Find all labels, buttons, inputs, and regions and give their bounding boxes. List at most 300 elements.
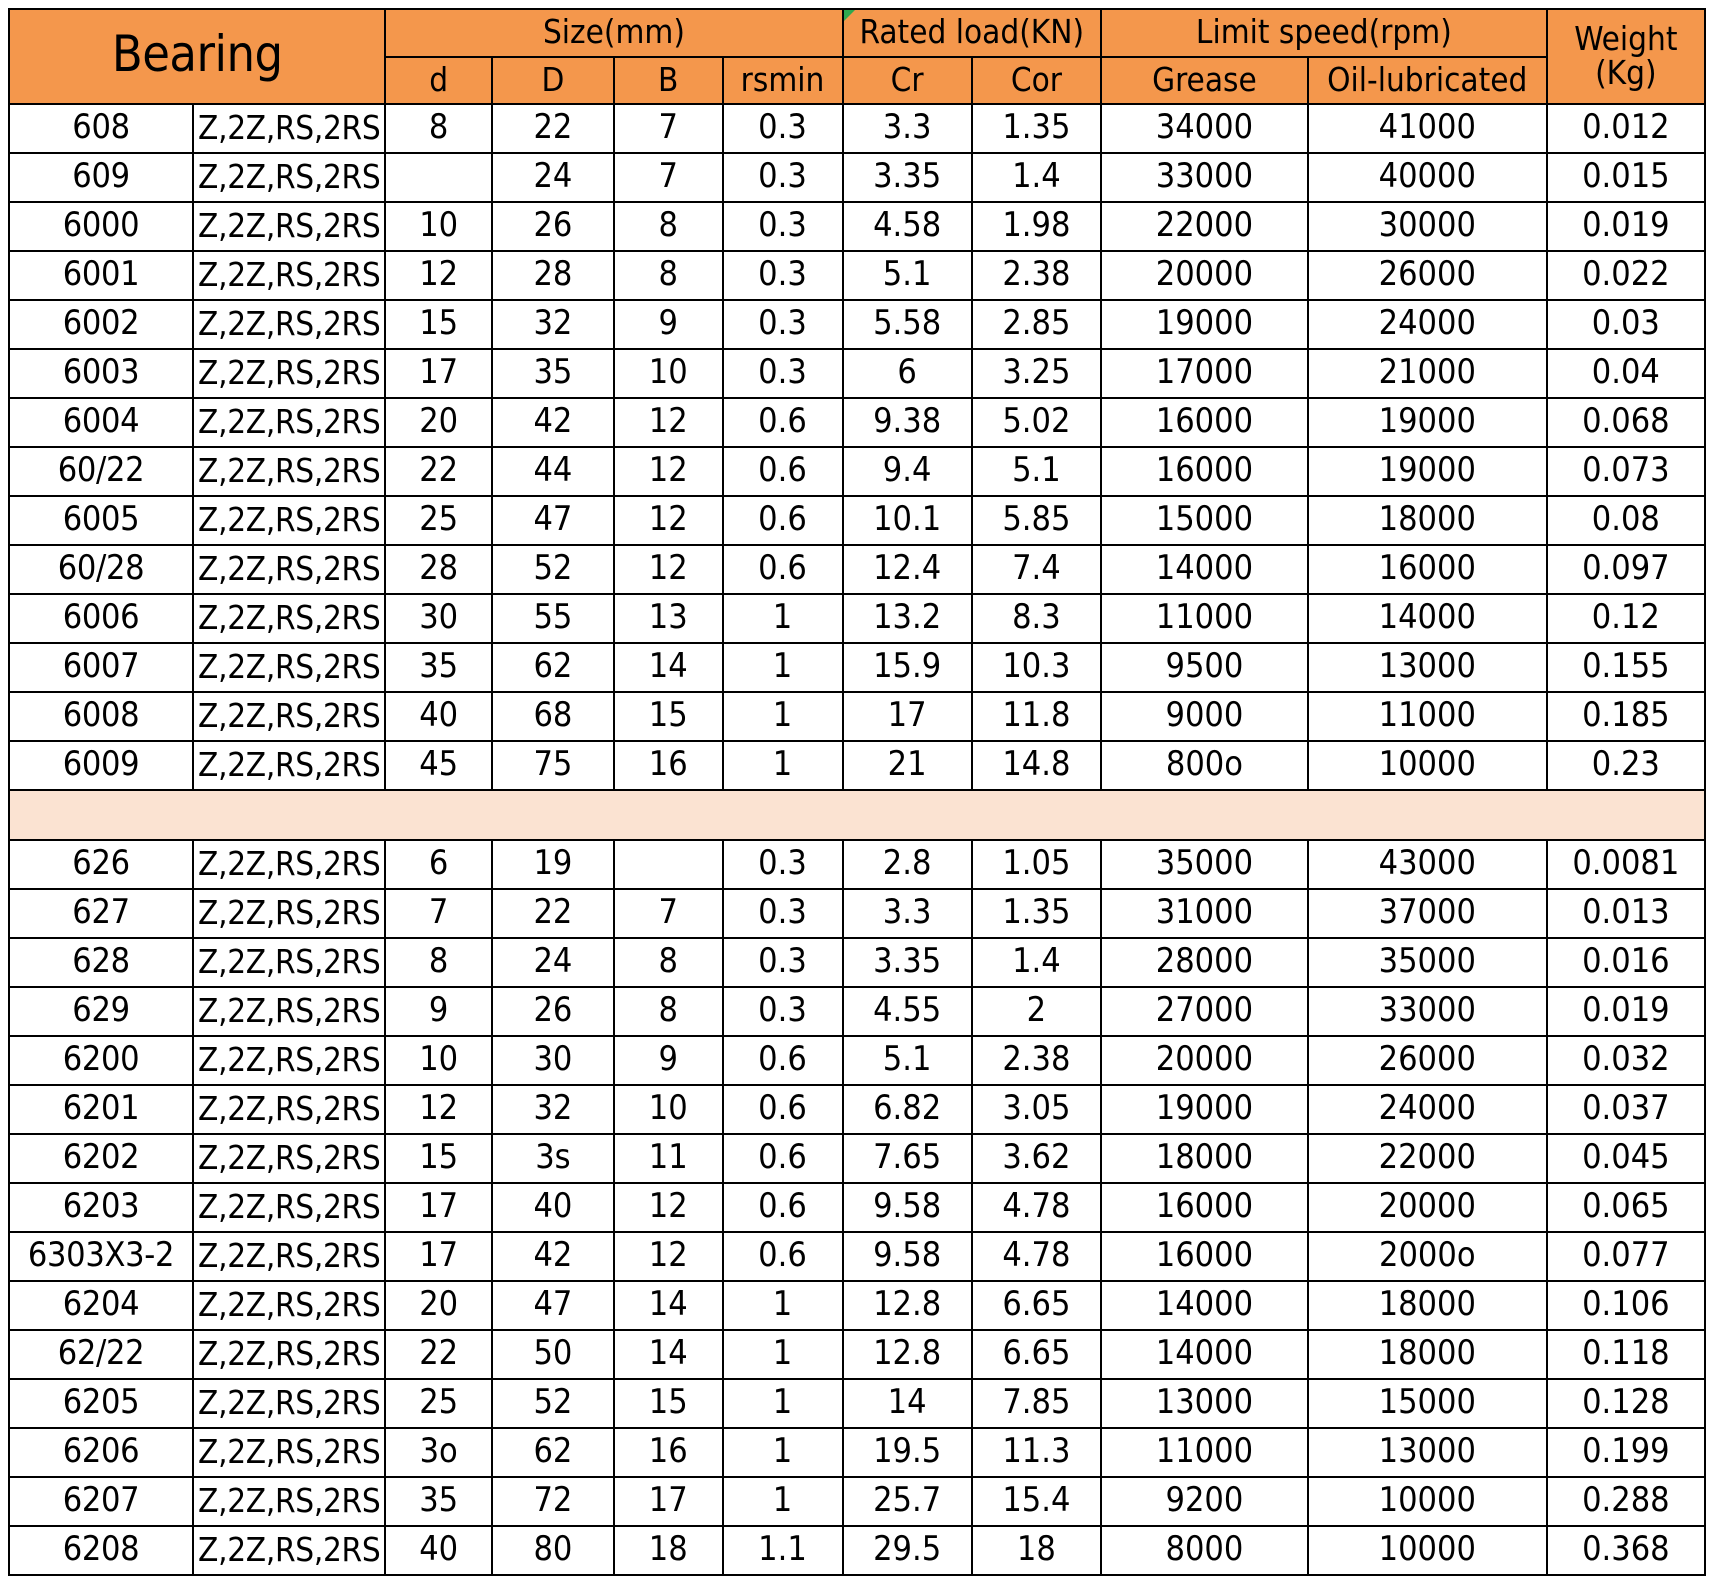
- cell-outer-diameter[interactable]: 47: [492, 1281, 614, 1330]
- cell-cr[interactable]: 12.8: [843, 1281, 972, 1330]
- cell-rsmin[interactable]: 1: [723, 1379, 843, 1428]
- cell-grease-speed[interactable]: 14000: [1101, 545, 1308, 594]
- cell-width[interactable]: 8: [614, 987, 723, 1036]
- cell-outer-diameter[interactable]: 72: [492, 1477, 614, 1526]
- cell-grease-speed[interactable]: 28000: [1101, 938, 1308, 987]
- cell-rsmin[interactable]: 1: [723, 1281, 843, 1330]
- cell-model[interactable]: 627: [9, 889, 193, 938]
- cell-oil-speed[interactable]: 10000: [1308, 1526, 1547, 1575]
- cell-rsmin[interactable]: 0.6: [723, 447, 843, 496]
- cell-model[interactable]: 6004: [9, 398, 193, 447]
- cell-d[interactable]: 15: [385, 300, 492, 349]
- cell-rsmin[interactable]: 0.3: [723, 840, 843, 889]
- cell-d[interactable]: 12: [385, 1085, 492, 1134]
- cell-width[interactable]: 16: [614, 1428, 723, 1477]
- cell-model[interactable]: 6006: [9, 594, 193, 643]
- cell-grease-speed[interactable]: 13000: [1101, 1379, 1308, 1428]
- cell-oil-speed[interactable]: 26000: [1308, 251, 1547, 300]
- cell-d[interactable]: 30: [385, 594, 492, 643]
- cell-d[interactable]: 28: [385, 545, 492, 594]
- cell-weight[interactable]: 0.077: [1547, 1232, 1705, 1281]
- cell-weight[interactable]: 0.08: [1547, 496, 1705, 545]
- cell-outer-diameter[interactable]: 32: [492, 300, 614, 349]
- cell-cor[interactable]: 7.85: [972, 1379, 1101, 1428]
- cell-d[interactable]: 40: [385, 692, 492, 741]
- cell-outer-diameter[interactable]: 42: [492, 1232, 614, 1281]
- cell-cor[interactable]: 2.38: [972, 1036, 1101, 1085]
- cell-seal[interactable]: Z,2Z,RS,2RS: [193, 447, 385, 496]
- cell-model[interactable]: 6203: [9, 1183, 193, 1232]
- cell-cr[interactable]: 21: [843, 741, 972, 790]
- cell-cor[interactable]: 4.78: [972, 1232, 1101, 1281]
- cell-cr[interactable]: 3.35: [843, 938, 972, 987]
- cell-grease-speed[interactable]: 16000: [1101, 1183, 1308, 1232]
- cell-cr[interactable]: 4.55: [843, 987, 972, 1036]
- cell-width[interactable]: 7: [614, 889, 723, 938]
- cell-grease-speed[interactable]: 17000: [1101, 349, 1308, 398]
- cell-oil-speed[interactable]: 13000: [1308, 1428, 1547, 1477]
- cell-outer-diameter[interactable]: 35: [492, 349, 614, 398]
- cell-rsmin[interactable]: 0.3: [723, 153, 843, 202]
- cell-grease-speed[interactable]: 16000: [1101, 447, 1308, 496]
- cell-grease-speed[interactable]: 19000: [1101, 300, 1308, 349]
- cell-d[interactable]: 20: [385, 1281, 492, 1330]
- cell-cor[interactable]: 1.35: [972, 104, 1101, 153]
- cell-oil-speed[interactable]: 18000: [1308, 1281, 1547, 1330]
- cell-oil-speed[interactable]: 22000: [1308, 1134, 1547, 1183]
- cell-width[interactable]: 12: [614, 447, 723, 496]
- cell-rsmin[interactable]: 0.3: [723, 300, 843, 349]
- cell-width[interactable]: [614, 840, 723, 889]
- cell-oil-speed[interactable]: 11000: [1308, 692, 1547, 741]
- cell-weight[interactable]: 0.155: [1547, 643, 1705, 692]
- cell-weight[interactable]: 0.199: [1547, 1428, 1705, 1477]
- cell-cr[interactable]: 4.58: [843, 202, 972, 251]
- cell-oil-speed[interactable]: 13000: [1308, 643, 1547, 692]
- cell-outer-diameter[interactable]: 55: [492, 594, 614, 643]
- cell-weight[interactable]: 0.019: [1547, 987, 1705, 1036]
- cell-outer-diameter[interactable]: 62: [492, 1428, 614, 1477]
- cell-outer-diameter[interactable]: 50: [492, 1330, 614, 1379]
- cell-d[interactable]: [385, 153, 492, 202]
- cell-outer-diameter[interactable]: 22: [492, 104, 614, 153]
- cell-d[interactable]: 22: [385, 1330, 492, 1379]
- cell-model[interactable]: 6201: [9, 1085, 193, 1134]
- cell-outer-diameter[interactable]: 68: [492, 692, 614, 741]
- cell-width[interactable]: 7: [614, 153, 723, 202]
- cell-d[interactable]: 10: [385, 1036, 492, 1085]
- cell-seal[interactable]: Z,2Z,RS,2RS: [193, 1085, 385, 1134]
- cell-seal[interactable]: Z,2Z,RS,2RS: [193, 1281, 385, 1330]
- cell-oil-speed[interactable]: 19000: [1308, 447, 1547, 496]
- cell-oil-speed[interactable]: 30000: [1308, 202, 1547, 251]
- cell-rsmin[interactable]: 0.6: [723, 1085, 843, 1134]
- cell-rsmin[interactable]: 0.6: [723, 496, 843, 545]
- cell-oil-speed[interactable]: 33000: [1308, 987, 1547, 1036]
- cell-grease-speed[interactable]: 9500: [1101, 643, 1308, 692]
- cell-seal[interactable]: Z,2Z,RS,2RS: [193, 1526, 385, 1575]
- cell-cor[interactable]: 2.38: [972, 251, 1101, 300]
- cell-width[interactable]: 11: [614, 1134, 723, 1183]
- cell-seal[interactable]: Z,2Z,RS,2RS: [193, 104, 385, 153]
- cell-weight[interactable]: 0.12: [1547, 594, 1705, 643]
- cell-d[interactable]: 17: [385, 1232, 492, 1281]
- cell-weight[interactable]: 0.288: [1547, 1477, 1705, 1526]
- cell-width[interactable]: 12: [614, 398, 723, 447]
- cell-width[interactable]: 8: [614, 938, 723, 987]
- cell-width[interactable]: 14: [614, 643, 723, 692]
- cell-rsmin[interactable]: 0.3: [723, 104, 843, 153]
- cell-seal[interactable]: Z,2Z,RS,2RS: [193, 398, 385, 447]
- cell-outer-diameter[interactable]: 62: [492, 643, 614, 692]
- cell-d[interactable]: 6: [385, 840, 492, 889]
- cell-seal[interactable]: Z,2Z,RS,2RS: [193, 741, 385, 790]
- cell-outer-diameter[interactable]: 47: [492, 496, 614, 545]
- cell-seal[interactable]: Z,2Z,RS,2RS: [193, 1379, 385, 1428]
- cell-seal[interactable]: Z,2Z,RS,2RS: [193, 1232, 385, 1281]
- cell-rsmin[interactable]: 0.3: [723, 938, 843, 987]
- cell-seal[interactable]: Z,2Z,RS,2RS: [193, 349, 385, 398]
- cell-oil-speed[interactable]: 20000: [1308, 1183, 1547, 1232]
- cell-weight[interactable]: 0.065: [1547, 1183, 1705, 1232]
- cell-model[interactable]: 628: [9, 938, 193, 987]
- cell-grease-speed[interactable]: 18000: [1101, 1134, 1308, 1183]
- cell-outer-diameter[interactable]: 24: [492, 153, 614, 202]
- cell-d[interactable]: 45: [385, 741, 492, 790]
- cell-outer-diameter[interactable]: 30: [492, 1036, 614, 1085]
- cell-rsmin[interactable]: 0.3: [723, 202, 843, 251]
- cell-cor[interactable]: 8.3: [972, 594, 1101, 643]
- cell-cr[interactable]: 25.7: [843, 1477, 972, 1526]
- cell-cr[interactable]: 5.58: [843, 300, 972, 349]
- cell-seal[interactable]: Z,2Z,RS,2RS: [193, 1036, 385, 1085]
- cell-seal[interactable]: Z,2Z,RS,2RS: [193, 938, 385, 987]
- cell-d[interactable]: 8: [385, 104, 492, 153]
- cell-oil-speed[interactable]: 10000: [1308, 1477, 1547, 1526]
- cell-seal[interactable]: Z,2Z,RS,2RS: [193, 1428, 385, 1477]
- cell-oil-speed[interactable]: 10000: [1308, 741, 1547, 790]
- cell-oil-speed[interactable]: 24000: [1308, 1085, 1547, 1134]
- cell-cor[interactable]: 5.02: [972, 398, 1101, 447]
- cell-grease-speed[interactable]: 20000: [1101, 1036, 1308, 1085]
- cell-model[interactable]: 6303X3-2: [9, 1232, 193, 1281]
- cell-weight[interactable]: 0.106: [1547, 1281, 1705, 1330]
- cell-d[interactable]: 25: [385, 1379, 492, 1428]
- cell-width[interactable]: 16: [614, 741, 723, 790]
- cell-cr[interactable]: 17: [843, 692, 972, 741]
- cell-grease-speed[interactable]: 19000: [1101, 1085, 1308, 1134]
- cell-rsmin[interactable]: 0.6: [723, 545, 843, 594]
- cell-d[interactable]: 25: [385, 496, 492, 545]
- cell-cr[interactable]: 14: [843, 1379, 972, 1428]
- cell-rsmin[interactable]: 1: [723, 1428, 843, 1477]
- cell-width[interactable]: 8: [614, 251, 723, 300]
- cell-cr[interactable]: 9.58: [843, 1232, 972, 1281]
- cell-outer-diameter[interactable]: 24: [492, 938, 614, 987]
- cell-cr[interactable]: 10.1: [843, 496, 972, 545]
- cell-seal[interactable]: Z,2Z,RS,2RS: [193, 643, 385, 692]
- cell-grease-speed[interactable]: 14000: [1101, 1330, 1308, 1379]
- cell-seal[interactable]: Z,2Z,RS,2RS: [193, 692, 385, 741]
- cell-grease-speed[interactable]: 31000: [1101, 889, 1308, 938]
- cell-width[interactable]: 9: [614, 1036, 723, 1085]
- cell-d[interactable]: 12: [385, 251, 492, 300]
- cell-grease-speed[interactable]: 16000: [1101, 398, 1308, 447]
- cell-width[interactable]: 12: [614, 496, 723, 545]
- cell-cor[interactable]: 2: [972, 987, 1101, 1036]
- cell-cr[interactable]: 9.38: [843, 398, 972, 447]
- cell-oil-speed[interactable]: 24000: [1308, 300, 1547, 349]
- cell-grease-speed[interactable]: 11000: [1101, 1428, 1308, 1477]
- cell-model[interactable]: 6206: [9, 1428, 193, 1477]
- cell-rsmin[interactable]: 1.1: [723, 1526, 843, 1575]
- cell-d[interactable]: 20: [385, 398, 492, 447]
- cell-cr[interactable]: 3.3: [843, 104, 972, 153]
- cell-seal[interactable]: Z,2Z,RS,2RS: [193, 987, 385, 1036]
- cell-seal[interactable]: Z,2Z,RS,2RS: [193, 202, 385, 251]
- cell-width[interactable]: 13: [614, 594, 723, 643]
- cell-grease-speed[interactable]: 33000: [1101, 153, 1308, 202]
- cell-cr[interactable]: 3.35: [843, 153, 972, 202]
- cell-grease-speed[interactable]: 15000: [1101, 496, 1308, 545]
- cell-d[interactable]: 35: [385, 1477, 492, 1526]
- cell-cr[interactable]: 19.5: [843, 1428, 972, 1477]
- cell-rsmin[interactable]: 1: [723, 1330, 843, 1379]
- cell-cor[interactable]: 1.05: [972, 840, 1101, 889]
- cell-model[interactable]: 6200: [9, 1036, 193, 1085]
- cell-grease-speed[interactable]: 22000: [1101, 202, 1308, 251]
- cell-cr[interactable]: 6.82: [843, 1085, 972, 1134]
- cell-weight[interactable]: 0.185: [1547, 692, 1705, 741]
- cell-model[interactable]: 60/22: [9, 447, 193, 496]
- cell-width[interactable]: 10: [614, 349, 723, 398]
- cell-seal[interactable]: Z,2Z,RS,2RS: [193, 153, 385, 202]
- cell-cor[interactable]: 3.62: [972, 1134, 1101, 1183]
- cell-seal[interactable]: Z,2Z,RS,2RS: [193, 496, 385, 545]
- cell-cor[interactable]: 11.8: [972, 692, 1101, 741]
- cell-model[interactable]: 6003: [9, 349, 193, 398]
- cell-cor[interactable]: 3.05: [972, 1085, 1101, 1134]
- cell-d[interactable]: 7: [385, 889, 492, 938]
- cell-oil-speed[interactable]: 2000o: [1308, 1232, 1547, 1281]
- cell-width[interactable]: 12: [614, 1232, 723, 1281]
- cell-outer-diameter[interactable]: 52: [492, 1379, 614, 1428]
- cell-width[interactable]: 14: [614, 1330, 723, 1379]
- cell-outer-diameter[interactable]: 44: [492, 447, 614, 496]
- cell-oil-speed[interactable]: 16000: [1308, 545, 1547, 594]
- cell-outer-diameter[interactable]: 26: [492, 202, 614, 251]
- cell-grease-speed[interactable]: 9000: [1101, 692, 1308, 741]
- cell-rsmin[interactable]: 1: [723, 741, 843, 790]
- cell-grease-speed[interactable]: 11000: [1101, 594, 1308, 643]
- cell-width[interactable]: 12: [614, 1183, 723, 1232]
- cell-outer-diameter[interactable]: 19: [492, 840, 614, 889]
- cell-seal[interactable]: Z,2Z,RS,2RS: [193, 251, 385, 300]
- cell-rsmin[interactable]: 1: [723, 643, 843, 692]
- cell-cor[interactable]: 1.4: [972, 153, 1101, 202]
- cell-width[interactable]: 14: [614, 1281, 723, 1330]
- cell-d[interactable]: 35: [385, 643, 492, 692]
- cell-cor[interactable]: 1.98: [972, 202, 1101, 251]
- cell-oil-speed[interactable]: 18000: [1308, 496, 1547, 545]
- cell-model[interactable]: 6208: [9, 1526, 193, 1575]
- cell-outer-diameter[interactable]: 3s: [492, 1134, 614, 1183]
- cell-grease-speed[interactable]: 14000: [1101, 1281, 1308, 1330]
- cell-weight[interactable]: 0.012: [1547, 104, 1705, 153]
- cell-model[interactable]: 609: [9, 153, 193, 202]
- cell-oil-speed[interactable]: 26000: [1308, 1036, 1547, 1085]
- cell-weight[interactable]: 0.04: [1547, 349, 1705, 398]
- cell-cor[interactable]: 6.65: [972, 1281, 1101, 1330]
- cell-oil-speed[interactable]: 41000: [1308, 104, 1547, 153]
- cell-width[interactable]: 17: [614, 1477, 723, 1526]
- cell-weight[interactable]: 0.032: [1547, 1036, 1705, 1085]
- cell-outer-diameter[interactable]: 75: [492, 741, 614, 790]
- cell-grease-speed[interactable]: 9200: [1101, 1477, 1308, 1526]
- cell-cr[interactable]: 2.8: [843, 840, 972, 889]
- cell-seal[interactable]: Z,2Z,RS,2RS: [193, 594, 385, 643]
- cell-weight[interactable]: 0.118: [1547, 1330, 1705, 1379]
- cell-cor[interactable]: 1.4: [972, 938, 1101, 987]
- cell-outer-diameter[interactable]: 22: [492, 889, 614, 938]
- cell-rsmin[interactable]: 1: [723, 1477, 843, 1526]
- cell-weight[interactable]: 0.045: [1547, 1134, 1705, 1183]
- cell-model[interactable]: 6205: [9, 1379, 193, 1428]
- cell-outer-diameter[interactable]: 52: [492, 545, 614, 594]
- cell-d[interactable]: 10: [385, 202, 492, 251]
- cell-grease-speed[interactable]: 35000: [1101, 840, 1308, 889]
- cell-seal[interactable]: Z,2Z,RS,2RS: [193, 300, 385, 349]
- cell-weight[interactable]: 0.0081: [1547, 840, 1705, 889]
- cell-weight[interactable]: 0.23: [1547, 741, 1705, 790]
- cell-cor[interactable]: 10.3: [972, 643, 1101, 692]
- cell-rsmin[interactable]: 0.6: [723, 398, 843, 447]
- cell-cor[interactable]: 11.3: [972, 1428, 1101, 1477]
- cell-oil-speed[interactable]: 14000: [1308, 594, 1547, 643]
- cell-d[interactable]: 40: [385, 1526, 492, 1575]
- cell-oil-speed[interactable]: 37000: [1308, 889, 1547, 938]
- cell-oil-speed[interactable]: 21000: [1308, 349, 1547, 398]
- cell-model[interactable]: 62/22: [9, 1330, 193, 1379]
- cell-width[interactable]: 9: [614, 300, 723, 349]
- cell-rsmin[interactable]: 0.6: [723, 1232, 843, 1281]
- cell-width[interactable]: 7: [614, 104, 723, 153]
- cell-rsmin[interactable]: 0.6: [723, 1183, 843, 1232]
- cell-grease-speed[interactable]: 20000: [1101, 251, 1308, 300]
- cell-d[interactable]: 8: [385, 938, 492, 987]
- cell-d[interactable]: 9: [385, 987, 492, 1036]
- cell-weight[interactable]: 0.022: [1547, 251, 1705, 300]
- cell-seal[interactable]: Z,2Z,RS,2RS: [193, 840, 385, 889]
- cell-weight[interactable]: 0.019: [1547, 202, 1705, 251]
- cell-seal[interactable]: Z,2Z,RS,2RS: [193, 1477, 385, 1526]
- cell-model[interactable]: 6000: [9, 202, 193, 251]
- cell-weight[interactable]: 0.368: [1547, 1526, 1705, 1575]
- cell-oil-speed[interactable]: 43000: [1308, 840, 1547, 889]
- cell-grease-speed[interactable]: 8000: [1101, 1526, 1308, 1575]
- cell-cr[interactable]: 15.9: [843, 643, 972, 692]
- cell-model[interactable]: 6207: [9, 1477, 193, 1526]
- cell-cor[interactable]: 3.25: [972, 349, 1101, 398]
- cell-cr[interactable]: 9.4: [843, 447, 972, 496]
- cell-model[interactable]: 6005: [9, 496, 193, 545]
- cell-weight[interactable]: 0.03: [1547, 300, 1705, 349]
- cell-cor[interactable]: 2.85: [972, 300, 1101, 349]
- cell-seal[interactable]: Z,2Z,RS,2RS: [193, 1134, 385, 1183]
- cell-model[interactable]: 629: [9, 987, 193, 1036]
- cell-model[interactable]: 6009: [9, 741, 193, 790]
- cell-width[interactable]: 15: [614, 692, 723, 741]
- cell-d[interactable]: 22: [385, 447, 492, 496]
- cell-rsmin[interactable]: 0.6: [723, 1134, 843, 1183]
- cell-outer-diameter[interactable]: 42: [492, 398, 614, 447]
- cell-model[interactable]: 6001: [9, 251, 193, 300]
- cell-cr[interactable]: 3.3: [843, 889, 972, 938]
- cell-weight[interactable]: 0.068: [1547, 398, 1705, 447]
- cell-cor[interactable]: 15.4: [972, 1477, 1101, 1526]
- cell-rsmin[interactable]: 0.3: [723, 987, 843, 1036]
- cell-model[interactable]: 626: [9, 840, 193, 889]
- cell-cr[interactable]: 9.58: [843, 1183, 972, 1232]
- cell-rsmin[interactable]: 0.3: [723, 349, 843, 398]
- cell-cor[interactable]: 18: [972, 1526, 1101, 1575]
- cell-cor[interactable]: 7.4: [972, 545, 1101, 594]
- cell-model[interactable]: 60/28: [9, 545, 193, 594]
- cell-seal[interactable]: Z,2Z,RS,2RS: [193, 1183, 385, 1232]
- cell-outer-diameter[interactable]: 80: [492, 1526, 614, 1575]
- cell-grease-speed[interactable]: 34000: [1101, 104, 1308, 153]
- cell-weight[interactable]: 0.015: [1547, 153, 1705, 202]
- cell-model[interactable]: 6204: [9, 1281, 193, 1330]
- cell-weight[interactable]: 0.037: [1547, 1085, 1705, 1134]
- cell-rsmin[interactable]: 1: [723, 692, 843, 741]
- cell-weight[interactable]: 0.128: [1547, 1379, 1705, 1428]
- cell-weight[interactable]: 0.013: [1547, 889, 1705, 938]
- cell-oil-speed[interactable]: 19000: [1308, 398, 1547, 447]
- cell-grease-speed[interactable]: 16000: [1101, 1232, 1308, 1281]
- cell-outer-diameter[interactable]: 28: [492, 251, 614, 300]
- cell-grease-speed[interactable]: 800o: [1101, 741, 1308, 790]
- cell-seal[interactable]: Z,2Z,RS,2RS: [193, 545, 385, 594]
- cell-d[interactable]: 15: [385, 1134, 492, 1183]
- cell-cor[interactable]: 5.1: [972, 447, 1101, 496]
- cell-oil-speed[interactable]: 35000: [1308, 938, 1547, 987]
- cell-seal[interactable]: Z,2Z,RS,2RS: [193, 889, 385, 938]
- cell-cr[interactable]: 12.8: [843, 1330, 972, 1379]
- cell-width[interactable]: 12: [614, 545, 723, 594]
- cell-rsmin[interactable]: 0.3: [723, 251, 843, 300]
- cell-weight[interactable]: 0.073: [1547, 447, 1705, 496]
- cell-model[interactable]: 6202: [9, 1134, 193, 1183]
- cell-model[interactable]: 608: [9, 104, 193, 153]
- cell-oil-speed[interactable]: 15000: [1308, 1379, 1547, 1428]
- cell-cor[interactable]: 1.35: [972, 889, 1101, 938]
- cell-model[interactable]: 6008: [9, 692, 193, 741]
- cell-cor[interactable]: 4.78: [972, 1183, 1101, 1232]
- cell-oil-speed[interactable]: 40000: [1308, 153, 1547, 202]
- cell-width[interactable]: 18: [614, 1526, 723, 1575]
- cell-outer-diameter[interactable]: 32: [492, 1085, 614, 1134]
- cell-seal[interactable]: Z,2Z,RS,2RS: [193, 1330, 385, 1379]
- cell-cr[interactable]: 12.4: [843, 545, 972, 594]
- cell-outer-diameter[interactable]: 26: [492, 987, 614, 1036]
- cell-weight[interactable]: 0.097: [1547, 545, 1705, 594]
- cell-oil-speed[interactable]: 18000: [1308, 1330, 1547, 1379]
- cell-cr[interactable]: 6: [843, 349, 972, 398]
- cell-rsmin[interactable]: 0.6: [723, 1036, 843, 1085]
- cell-rsmin[interactable]: 0.3: [723, 889, 843, 938]
- cell-d[interactable]: 3o: [385, 1428, 492, 1477]
